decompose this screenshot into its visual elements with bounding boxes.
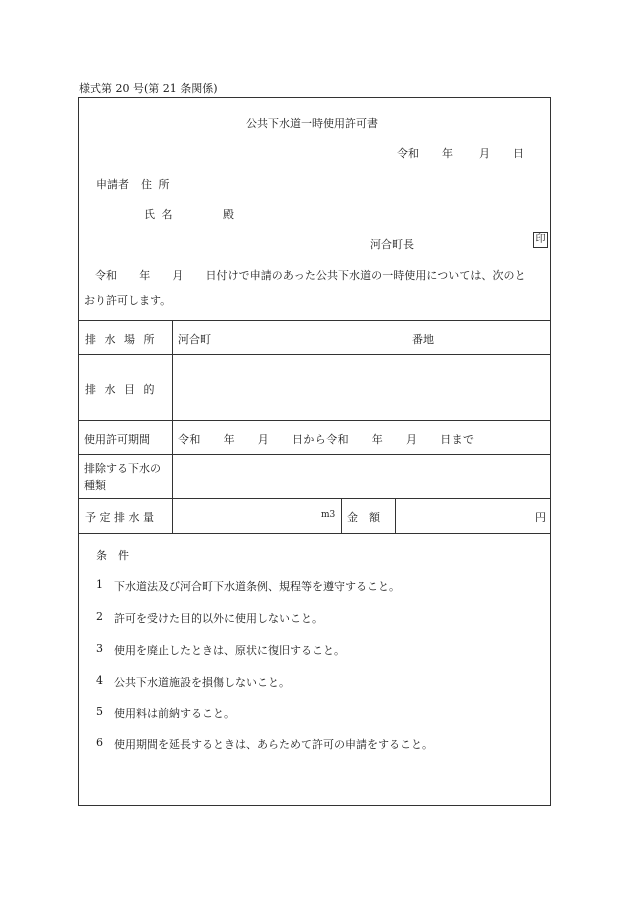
period-label: 使用許可期間 [84,433,150,446]
discharge-place-town: 河合町 [178,333,211,346]
discharge-place-lot: 番地 [412,333,434,346]
condition-text: 公共下水道施設を損傷しないこと。 [114,676,290,689]
honorific-dono: 殿 [223,208,234,221]
condition-number: 3 [96,642,103,655]
date-month-unit: 月 [479,147,490,160]
condition-number: 6 [96,736,103,749]
body-text-line1: 令和 年 月 日付けで申請のあった公共下水道の一時使用については、次のと [95,269,526,282]
document-title: 公共下水道一時使用許可書 [246,117,378,130]
condition-number: 5 [96,705,103,718]
condition-text: 下水道法及び河合町下水道条例、規程等を遵守すること。 [114,580,400,593]
discharge-purpose-label: 排 水 目 的 [85,383,155,396]
condition-text: 使用を廃止したときは、原状に復旧すること。 [114,644,345,657]
seal-stamp: 印 [533,232,548,248]
address-label: 住 所 [141,178,170,191]
row-divider-4 [78,498,551,499]
amount-column-divider [395,498,396,533]
date-day-unit: 日 [513,147,524,160]
name-label: 氏 名 [144,208,173,221]
row-divider-2 [78,420,551,421]
condition-number: 2 [96,610,103,623]
form-number: 様式第 20 号(第 21 条関係) [79,82,218,95]
issuer-name: 河合町長 [370,238,414,251]
body-text-line2: おり許可します。 [84,294,172,307]
condition-number: 4 [96,674,103,687]
applicant-label: 申請者 [96,178,129,191]
table-top-border [78,320,551,321]
label-column-divider [172,320,173,533]
condition-number: 1 [96,578,103,591]
sewage-type-label-line1: 排除する下水の [84,462,161,475]
form-frame [78,97,551,806]
condition-text: 使用期間を延長するときは、あらためて許可の申請をすること。 [114,738,433,751]
condition-text: 使用料は前納すること。 [114,707,235,720]
amount-unit: 円 [535,511,546,524]
row-divider-1 [78,354,551,355]
condition-text: 許可を受けた目的以外に使用しないこと。 [114,612,323,625]
date-year-unit: 年 [442,147,453,160]
discharge-place-label: 排 水 場 所 [85,333,155,346]
planned-volume-label: 予 定 排 水 量 [85,511,154,524]
date-era: 令和 [397,147,419,160]
amount-label: 金 額 [347,511,380,524]
table-bottom-border [78,533,551,534]
sewage-type-label-line2: 種類 [84,479,106,492]
volume-column-divider [341,498,342,533]
conditions-heading: 条 件 [96,549,129,562]
row-divider-3 [78,454,551,455]
volume-unit: m3 [321,510,336,520]
period-value[interactable]: 令和 年 月 日から令和 年 月 日まで [178,433,475,446]
